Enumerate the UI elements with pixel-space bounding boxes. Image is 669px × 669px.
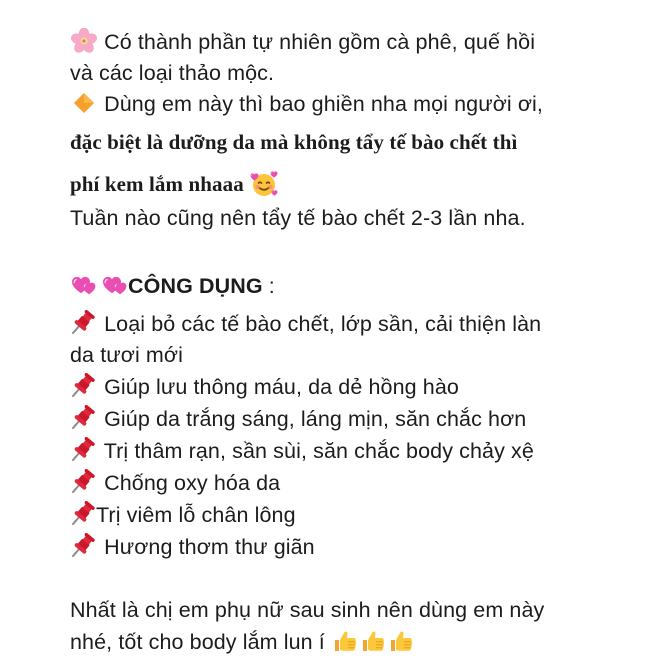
list-item [70, 310, 541, 338]
pushpin-icon [70, 468, 98, 494]
list-item [70, 469, 280, 497]
intro-bold-text-2: phí kem lắm nhaaa [70, 172, 244, 196]
intro-line-4 [70, 128, 517, 156]
list-item-text: Giúp da trắng sáng, láng mịn, săn chắc hơn [104, 407, 527, 431]
list-item-text: Loại bỏ các tế bào chết, lớp sần, cải thiện làn [104, 312, 542, 336]
intro-line-6 [70, 204, 526, 232]
list-item [70, 373, 459, 401]
intro-text-1: Có thành phần tự nhiên gồm cà phê, quế hồi [104, 30, 536, 54]
intro-text-3: Dùng em này thì bao ghiền nha mọi người ơi, [104, 92, 543, 116]
list-item-text: Trị thâm rạn, sần sùi, săn chắc body chảy xệ [103, 439, 534, 463]
closing-line-2 [70, 628, 415, 657]
intro-line-2 [70, 59, 274, 87]
pushpin-icon [70, 436, 98, 462]
closing-line-1 [70, 596, 544, 624]
intro-line-3 [70, 90, 543, 118]
pushpin-icon [70, 532, 98, 558]
intro-text-2: và các loại thảo mộc. [70, 61, 275, 85]
pushpin-icon [70, 404, 98, 430]
cherry-blossom-icon [70, 28, 98, 54]
list-item [70, 437, 534, 465]
list-item-continuation [70, 341, 183, 369]
closing-text-2: nhé, tốt cho body lắm lun í [70, 630, 325, 654]
list-item-text: Giúp lưu thông máu, da dẻ hồng hào [104, 375, 459, 399]
list-item-text: da tươi mới [70, 343, 183, 367]
list-item-text: Hương thơm thư giãn [104, 535, 315, 559]
pushpin-icon [70, 500, 96, 526]
uses-heading-line [70, 272, 275, 300]
uses-heading: CÔNG DỤNG [128, 274, 263, 298]
list-item [70, 405, 526, 433]
intro-line-1 [70, 28, 535, 56]
smiling-face-with-hearts-icon [249, 170, 279, 198]
intro-text-6: Tuần nào cũng nên tẩy tế bào chết 2-3 lần nha. [70, 206, 526, 230]
intro-line-5 [70, 170, 279, 200]
pushpin-icon [70, 372, 98, 398]
list-item-text: Trị viêm lỗ chân lông [96, 503, 296, 527]
list-item [70, 501, 296, 529]
list-item-text: Chống oxy hóa da [104, 471, 281, 495]
orange-diamond-icon [70, 90, 98, 116]
thumbs-up-icons [331, 627, 415, 655]
uses-heading-colon: : [262, 274, 275, 298]
intro-bold-text-1: đặc biệt là dưỡng da mà không tẩy tế bào chết thì [70, 130, 518, 154]
list-item [70, 533, 315, 561]
two-hearts-icon [70, 272, 128, 298]
pushpin-icon [70, 309, 98, 335]
closing-text-1: Nhất là chị em phụ nữ sau sinh nên dùng em này [70, 598, 545, 622]
